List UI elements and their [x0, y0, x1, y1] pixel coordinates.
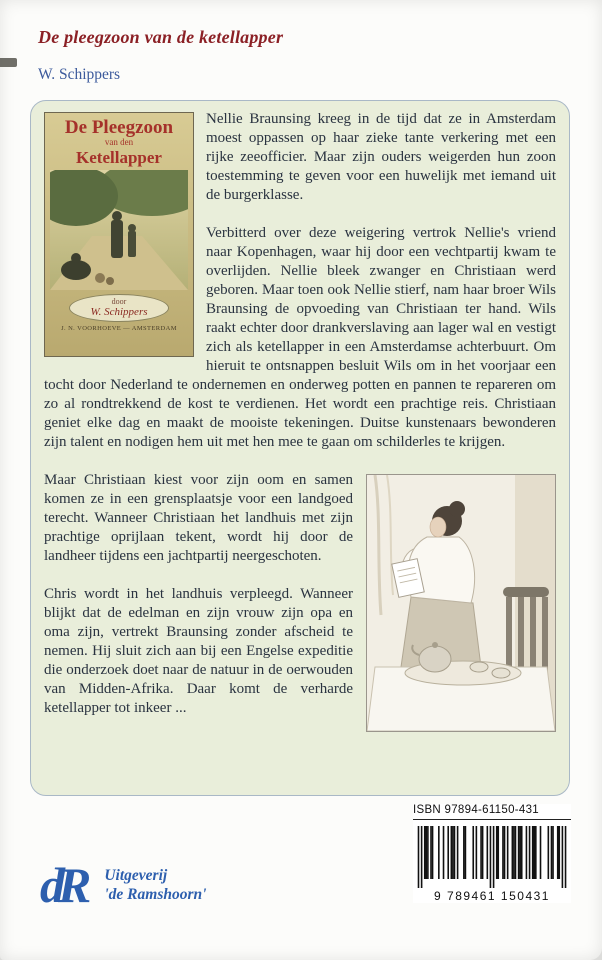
thumb-door-label: door	[111, 297, 127, 306]
publisher-logo	[40, 857, 207, 913]
thumb-cover-art	[50, 170, 188, 290]
thumb-imprint: J. N. VOORHOEVE — AMSTERDAM	[61, 325, 177, 332]
publisher-name-line1: Uitgeverij	[104, 867, 168, 884]
blurb-paragraph-3: Maar Christiaan kiest voor zijn oom en samen komen ze in een grensplaatsje voor een landgoed terecht. Wanneer Christiaan het landhuis met zijn prachtige oprijlaan tekent, wordt hij door de landheer tijdens een jachtpartij neergeschoten.	[44, 472, 353, 564]
publisher-name	[104, 866, 206, 904]
front-cover-thumbnail	[44, 112, 194, 357]
thumb-title-line3: Ketellapper	[76, 148, 162, 167]
blurb-paragraph-2: Verbitterd over deze weigering vertrok Nellie's vriend naar Kopenhagen, waar hij door een vechtpartij kwam te overlijden. Nellie bleek zwanger en Christiaan werd geboren. Maar toen ook Nellie stierf, nam haar broer Wils Braunsing de opvoeding van Christiaan ter hand. Wils raakt echter door drankverslaving aan lager wal en vestigt zich als ketellapper in een Amsterdamse achterbuurt. Om hieruit te ontsnappen besluit Wils om in het voorjaar een tocht door Nederland te ondernemen en onderweg potten en pannen te repareren om zo al rondtrekkend de kost te verdienen. Het wordt een prachtige reis. Christiaan geniet elke dag en maakt de mooiste tekeningen. Duitse kunstenaars bewonderen zijn talent en nodigen hem uit met hen mee te gaan om schilderles te krijgen.	[44, 225, 556, 450]
blurb-paragraph-1: Nellie Braunsing kreeg in de tijd dat ze in Amsterdam moest oppassen op haar zieke tante verkering met een rijke zeeofficier. Maar zijn ouders weigerden hun zoon toestemming te geven voor een huwelijk met iemand uit de burgerklasse.	[206, 111, 556, 203]
blurb-paragraph-4: Chris wordt in het landhuis verpleegd. Wanneer blijkt dat de edelman en zijn vrouw zijn opa en oma zijn, vertrekt Braunsing zonder afscheid te nemen. Hij sluit zich aan bij een Engelse expeditie die onderzoek doet naar de natuur in de oerwouden van Midden-Afrika. Daar komt de verharde ketellapper tot inkeer ...	[44, 586, 353, 716]
thumb-author-oval	[69, 294, 169, 322]
page-title: De pleegzoon van de ketellapper	[38, 27, 284, 47]
thumb-author: W. Schippers	[90, 306, 148, 318]
book-author: W. Schippers	[38, 66, 121, 83]
thumb-title-line2: van den	[104, 137, 134, 147]
publisher-name-line2: 'de Ramshoorn'	[104, 886, 207, 903]
thumb-title-line1: De Pleegzoon	[64, 117, 174, 138]
isbn-label: ISBN 97894-61150-431	[413, 804, 571, 820]
blurb-box	[30, 100, 570, 796]
isbn-block	[413, 804, 571, 903]
edge-mark	[0, 58, 17, 67]
barcode-number: 9 789461 150431	[434, 889, 550, 903]
ean13-barcode	[413, 826, 571, 888]
publisher-monogram: dR	[40, 857, 85, 913]
woman-reading-illustration	[366, 474, 556, 732]
